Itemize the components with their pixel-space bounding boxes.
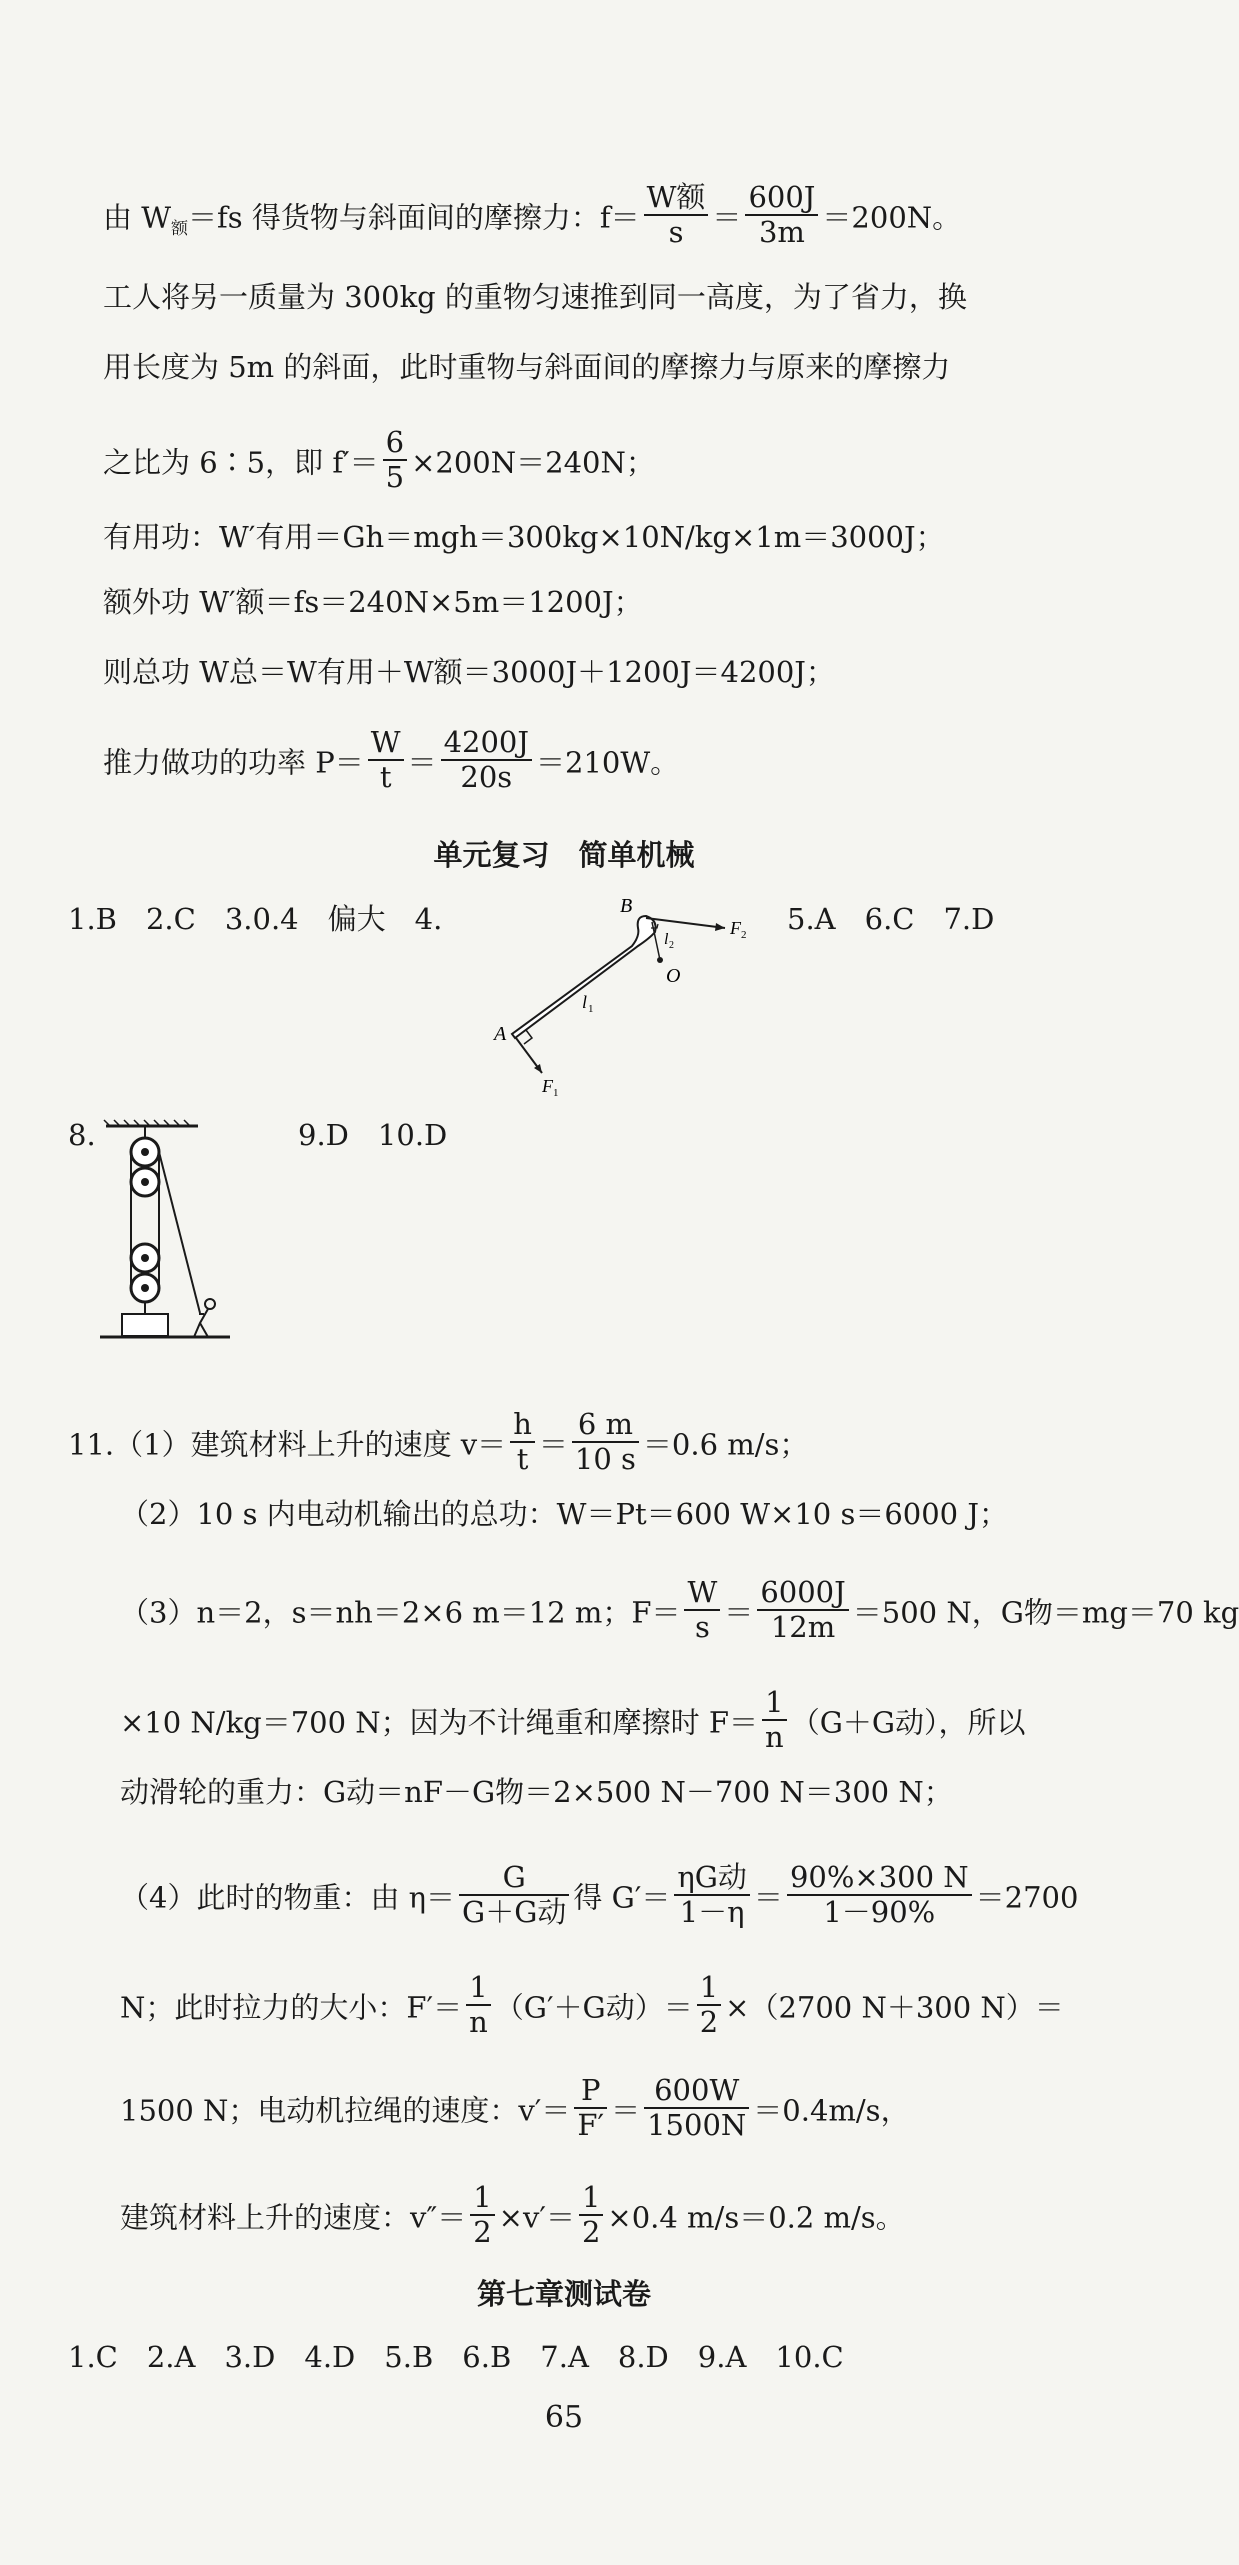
fraction: $\frac{6 m}{10 s}$ xyxy=(572,1408,639,1477)
text-line: 11.（1）建筑材料上升的速度 v＝ $\frac{h}{t}$ ＝ $\frac{6 m}{10 s}$ ＝0.6 m/s； xyxy=(68,1407,809,1477)
fraction: $\frac{6000J}{12m}$ xyxy=(757,1576,848,1645)
label-b: B xyxy=(620,895,633,917)
page-number: 65 xyxy=(544,2400,584,2435)
label-l1-sub: 1 xyxy=(588,1003,594,1015)
label-a: A xyxy=(494,1023,507,1045)
fraction: $\frac{1}{n}$ xyxy=(762,1686,787,1755)
text-line: （3）n＝2，s＝nh＝2×6 m＝12 m；F＝ $\frac{W}{s}$ ＝ $\frac{6000J}{12m}$ ＝500 N，G物＝mg＝70 kg xyxy=(120,1575,1239,1645)
fraction: $\frac{1}{2}$ xyxy=(470,2181,494,2250)
label-l1: l xyxy=(582,992,588,1012)
text-line: 则总功 W总＝W有用＋W额＝3000J＋1200J＝4200J； xyxy=(103,655,835,689)
person-head xyxy=(205,1299,215,1309)
fraction: $\frac{1}{n}$ xyxy=(466,1971,491,2040)
fraction: $\frac{W}{s}$ xyxy=(684,1576,720,1645)
text: 由 W xyxy=(103,200,172,235)
section-heading: 第七章测试卷 xyxy=(476,2277,651,2311)
text-line: 建筑材料上升的速度：v″＝ $\frac{1}{2}$ ×v′＝ $\frac{1}{2}$ ×0.4 m/s＝0.2 m/s。 xyxy=(120,2180,905,2250)
section-heading: 单元复习 简单机械 xyxy=(433,838,695,872)
fraction: $\frac{W}{t}$ xyxy=(368,726,404,795)
label-f1-sub: 1 xyxy=(553,1087,559,1099)
answer-line: 5.A 6.C 7.D xyxy=(787,902,995,936)
text-line: 之比为 6∶5，即 f′＝ $\frac{6}{5}$ ×200N＝240N； xyxy=(103,425,655,495)
fraction: $\frac{h}{t}$ xyxy=(510,1408,535,1477)
text-line: 由 $W_额=fs$ 得货物与斜面间的摩擦力：f＝ W额 s ＝ $\frac{600J}{3m}$ ＝200N。 xyxy=(103,180,962,250)
fraction: $\frac{600W}{1500N}$ xyxy=(644,2074,749,2143)
fraction: ηG动 1－η xyxy=(674,1861,750,1930)
lever-shape xyxy=(512,916,656,1038)
fraction: G G＋G动 xyxy=(459,1861,569,1930)
fraction: $\frac{1}{2}$ xyxy=(579,2181,603,2250)
text-line: 用长度为 5m 的斜面，此时重物与斜面间的摩擦力与原来的摩擦力 xyxy=(103,350,951,384)
label-f2: F xyxy=(730,918,741,938)
text-line: 额外功 W′额＝fs＝240N×5m＝1200J； xyxy=(103,585,643,619)
label-o: O xyxy=(666,965,681,987)
text-line: （2）10 s 内电动机输出的总功：W＝Pt＝600 W×10 s＝6000 J； xyxy=(120,1497,1008,1531)
pulley-diagram xyxy=(100,1118,235,1358)
fraction: $\frac{6}{5}$ xyxy=(383,426,407,495)
rope-pull xyxy=(159,1152,200,1313)
text-line: 工人将另一质量为 300kg 的重物匀速推到同一高度，为了省力，换 xyxy=(103,280,967,314)
load-block xyxy=(122,1314,168,1336)
lever-diagram xyxy=(490,890,770,1100)
fraction: W额 s xyxy=(644,181,709,250)
fulcrum-point xyxy=(657,957,663,963)
label-l2: l xyxy=(664,931,669,948)
text-line: 1500 N；电动机拉绳的速度：v′＝ $\frac{P}{F'}$ ＝ $\frac{600W}{1500N}$ ＝0.4m/s， xyxy=(120,2073,910,2143)
fraction: $\frac{P}{F'}$ xyxy=(574,2074,607,2143)
text-line: ×10 N/kg＝700 N；因为不计绳重和摩擦时 F＝ $\frac{1}{n}$ （G＋G动），所以 xyxy=(120,1685,1026,1755)
text: ＝200N。 xyxy=(822,200,962,235)
answer-line: 1.B 2.C 3.0.4 偏大 4. xyxy=(68,902,443,936)
fraction: $\frac{90\%\times 300 N}{1-90\%}$ xyxy=(787,1861,972,1930)
text-line: （4）此时的物重：由 η＝ G G＋G动 得 G′＝ ηG动 1－η ＝ $\frac{90\%\times 300 N}{1-90\%}$ ＝2700 xyxy=(120,1860,1079,1930)
text-line: 推力做功的功率 P＝ $\frac{W}{t}$ ＝ $\frac{4200J}{20s}$ ＝210W。 xyxy=(103,725,680,795)
right-angle-mark xyxy=(524,1030,532,1044)
text-line: 动滑轮的重力：G动＝nF－G物＝2×500 N－700 N＝300 N； xyxy=(120,1775,953,1809)
label-l2-sub: 2 xyxy=(669,940,674,951)
label-f2-sub: 2 xyxy=(741,929,747,941)
person-body xyxy=(194,1309,208,1337)
answer-line: 9.D 10.D xyxy=(298,1118,448,1152)
fraction: $\frac{1}{2}$ xyxy=(697,1971,721,2040)
fraction: $\frac{4200J}{20s}$ xyxy=(441,726,532,795)
text-line: N；此时拉力的大小：F′＝ $\frac{1}{n}$ （G′＋G动）＝ $\frac{1}{2}$ ×（2700 N＋300 N）＝ xyxy=(120,1970,1064,2040)
answer-line: 1.C 2.A 3.D 4.D 5.B 6.B 7.A 8.D 9.A 10.C xyxy=(68,2340,844,2374)
text: ＝fs 得货物与斜面间的摩擦力：f＝ xyxy=(188,200,640,235)
fraction: $\frac{600J}{3m}$ xyxy=(745,181,818,250)
label-f1: F xyxy=(542,1076,553,1096)
text-line: 有用功：W′有用＝Gh＝mgh＝300kg×10N/kg×1m＝3000J； xyxy=(103,520,945,554)
answer-line: 8. xyxy=(68,1118,96,1152)
subscript: 额 xyxy=(171,219,189,240)
